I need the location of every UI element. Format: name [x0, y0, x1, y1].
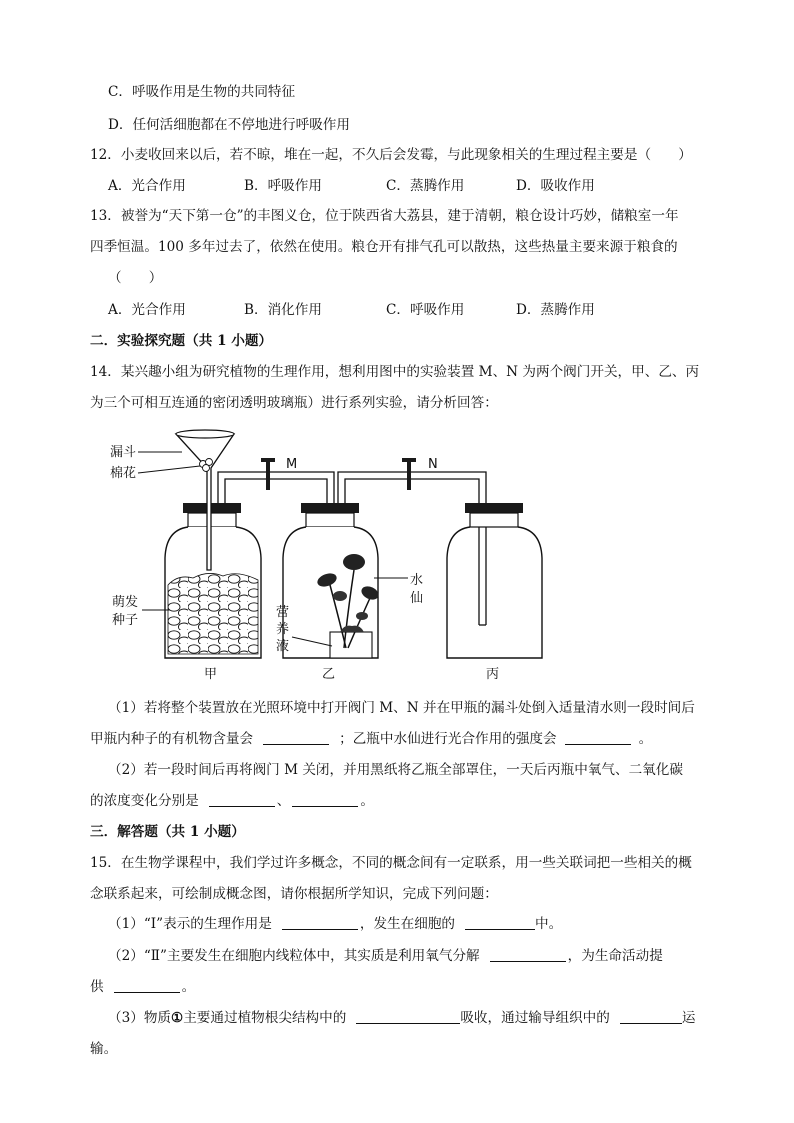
bottle-jia	[165, 503, 261, 658]
q11-option-d: D．任何活细胞都在不停地进行呼吸作用	[108, 117, 350, 133]
label-plant-1: 水	[410, 573, 424, 588]
label-plant-2: 仙	[410, 591, 424, 606]
experiment-apparatus-figure	[108, 420, 588, 685]
q15-stem-line2: 念联系起来，可绘制成概念图，请你根据所学知识，完成下列问题：	[90, 886, 498, 902]
label-valve-n: N	[428, 457, 438, 472]
q13-option-d: D．蒸腾作用	[516, 302, 595, 318]
answer-blank-q15-4[interactable]	[114, 978, 180, 993]
q12-option-d: D．吸收作用	[516, 178, 595, 194]
valve-n	[402, 458, 416, 462]
seeds-pile	[168, 573, 258, 654]
q14-part1-line2: 甲瓶内种子的有机物含量会 ；乙瓶中水仙进行光合作用的强度会 。	[90, 731, 653, 747]
q14-part2-line1: （2）若一段时间后再将阀门 M 关闭，并用黑纸将乙瓶全部罩住，一天后丙瓶中氧气、二氧化碳	[108, 762, 683, 778]
q14-stem-line1: 14．某兴趣小组为研究植物的生理作用，想利用图中的实验装置 M、N 为两个阀门开关，甲、乙、丙	[90, 364, 700, 380]
q15-part2-line1: （2）“Ⅱ”主要发生在细胞内线粒体中，其实质是利用氧气分解 ，为生命活动提	[108, 948, 663, 964]
label-funnel: 漏斗	[110, 445, 137, 460]
answer-blank-q15-5[interactable]	[356, 1009, 460, 1024]
label-nutrient-1: 营	[276, 605, 290, 620]
q12-option-a: A．光合作用	[108, 178, 186, 194]
q14-stem-line2: 为三个可相互连通的密闭透明玻璃瓶）进行系列实验，请分析回答：	[90, 395, 498, 411]
q15-part3-line2: 输。	[90, 1041, 118, 1057]
q12-option-b: B．呼吸作用	[244, 178, 322, 194]
label-bottle-jia: 甲	[204, 667, 218, 682]
answer-blank-q15-6[interactable]	[620, 1009, 682, 1024]
q13-option-b: B．消化作用	[244, 302, 322, 318]
nutrient-container	[330, 632, 372, 658]
answer-blank-q15-1[interactable]	[282, 915, 358, 930]
q11-option-c: C．呼吸作用是生物的共同特征	[108, 84, 296, 100]
q12-stem: 12．小麦收回来以后，若不晾，堆在一起，不久后会发霉，与此现象相关的生理过程主要是（ ）	[90, 147, 692, 163]
q15-part1: （1）“Ⅰ”表示的生理作用是 ，发生在细胞的 中。	[108, 916, 563, 932]
q15-part2-line2: 供 。	[90, 979, 196, 995]
q13-option-a: A．光合作用	[108, 302, 186, 318]
q13-stem-line2: 四季恒温。100 多年过去了，依然在使用。粮仓开有排气孔可以散热，这些热量主要来源于粮食的	[90, 239, 678, 255]
q15-stem-line1: 15．在生物学课程中，我们学过许多概念，不同的概念间有一定联系，用一些关联词把一些相关的概	[90, 855, 692, 871]
label-valve-m: M	[286, 457, 298, 472]
circled-number-1: ①	[171, 1010, 184, 1026]
section-2-title: 二．实验探究题（共 1 小题）	[90, 333, 273, 349]
label-bottle-bing: 丙	[486, 667, 500, 682]
answer-blank-q14-4[interactable]	[292, 792, 358, 807]
q12-option-c: C．蒸腾作用	[386, 178, 465, 194]
bottle-bing	[447, 503, 542, 658]
bottle-yi	[283, 503, 381, 658]
q15-part3-line1: （3）物质①主要通过植物根尖结构中的 吸收，通过输导组织中的 运	[108, 1010, 696, 1026]
q13-option-c: C．呼吸作用	[386, 302, 465, 318]
q13-stem-line1: 13．被誉为“天下第一仓”的丰图义仓，位于陕西省大荔县，建于清朝，粮仓设计巧妙，储粮室一年	[90, 208, 679, 224]
tube-m	[218, 458, 334, 503]
q14-part1-line1: （1）若将整个装置放在光照环境中打开阀门 M、N 并在甲瓶的漏斗处倒入适量清水则一段时间后	[108, 700, 695, 716]
label-bottle-yi: 乙	[322, 667, 336, 682]
answer-blank-q15-2[interactable]	[465, 915, 535, 930]
q13-stem-line3: （ ）	[108, 270, 163, 286]
label-cotton: 棉花	[110, 466, 137, 481]
label-nutrient-3: 液	[276, 639, 290, 654]
label-seed-1: 萌发	[112, 595, 139, 610]
label-seed-2: 种子	[112, 613, 139, 628]
q14-part2-line2: 的浓度变化分别是 、 。	[90, 793, 374, 809]
answer-blank-q14-1[interactable]	[263, 730, 329, 745]
answer-blank-q15-3[interactable]	[490, 947, 566, 962]
label-nutrient-2: 养	[276, 622, 290, 637]
section-3-title: 三．解答题（共 1 小题）	[90, 824, 245, 840]
answer-blank-q14-3[interactable]	[209, 792, 275, 807]
answer-blank-q14-2[interactable]	[565, 730, 631, 745]
valve-m	[261, 458, 275, 462]
